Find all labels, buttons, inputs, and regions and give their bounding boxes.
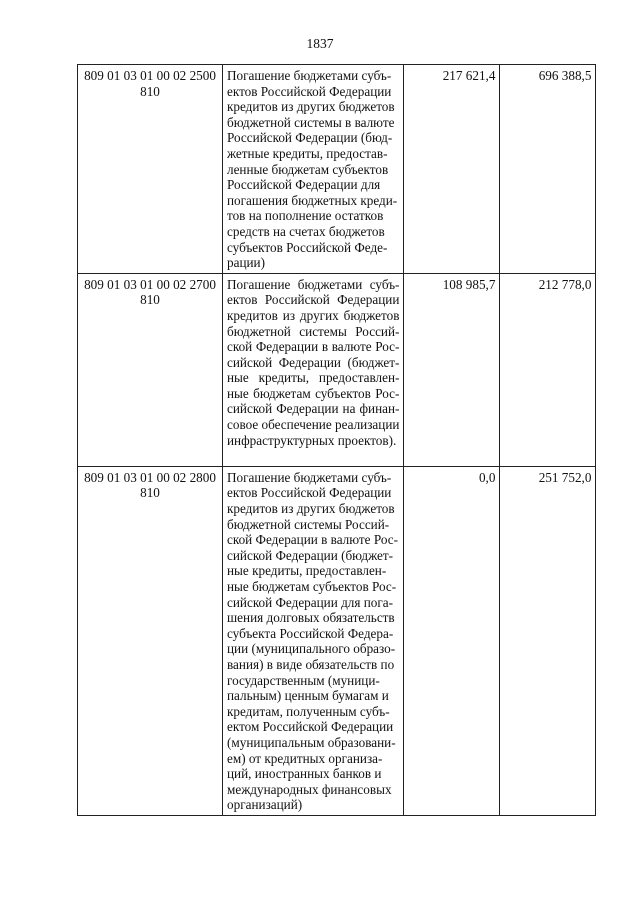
description-line: международных финансовых [227,781,392,797]
row-description [223,466,404,815]
budget-classification-code [78,65,223,274]
description-line: тов на пополнение остатков [227,208,384,224]
description-line: ции (муниципального образо- [227,641,396,657]
description-line: сийской Федерации для пога- [227,594,394,610]
description-line: ектом Российской Федерации [227,719,394,735]
row-description [223,273,404,466]
description-line: сийской Федерации (бюджет- [227,547,394,563]
description-line: пальным) ценным бумагам и [227,688,389,704]
row-description [223,65,404,274]
description-line: жетные кредиты, предостав- [227,145,388,161]
description-line: ные кредиты, предоставлен- [227,370,400,386]
description-line: совое обеспечение реализации [227,417,400,433]
value-column-2: 696 388,5 [500,65,596,274]
description-line: Российской Федерации (бюд- [227,130,393,146]
description-line: ций, иностранных банков и [227,766,382,782]
description-line: Погашение бюджетами субъ- [227,469,392,485]
value-column-1: 108 985,7 [404,273,500,466]
table-row [78,65,596,274]
description-line: (муниципальным образовани- [227,734,396,750]
description-line: ные бюджетам субъектов Рос- [227,385,400,401]
value-column-1: 0,0 [404,466,500,815]
description-line: ные бюджетам субъектов Рос- [227,579,397,594]
description-line: ектов Российской Федерации [227,292,400,308]
description-line: погашения бюджетных креди- [227,192,398,208]
description-line: кредитов из других бюджетов [227,501,395,517]
description-line: бюджетной системы Россий- [227,323,400,339]
description-line: кредитов из других бюджетов [227,99,395,115]
budget-sources-table [77,64,596,816]
description-line: средств на счетах бюджетов [227,223,385,239]
budget-classification-code [78,466,223,815]
value-column-2: 212 778,0 [500,273,596,466]
description-line: субъектов Российской Феде- [227,239,388,255]
description-line: государственным (муници- [227,672,380,688]
description-line: шения долговых обязательств [227,610,395,626]
description-line: ской Федерации в валюте Рос- [227,532,399,548]
description-line: сийской Федерации на финан- [227,401,400,417]
budget-classification-code [78,273,223,466]
description-line: ектов Российской Федерации [227,83,392,99]
description-line: кредитам, полученным субъ- [227,703,390,719]
description-line: сийской Федерации (бюджет- [227,354,400,370]
code-line: 810 [140,292,160,308]
description-line: субъекта Российской Федера- [227,625,394,641]
description-line: Российской Федерации для [227,177,381,193]
description-line: организаций) [227,797,303,813]
code-line: 809 01 03 01 00 02 2500 [84,68,216,83]
description-line: бюджетной системы Россий- [227,516,390,532]
description-line: ем) от кредитных организа- [227,750,383,766]
table-row [78,466,596,815]
description-line: ектов Российской Федерации [227,485,392,501]
description-spacer [227,448,399,464]
table-row [78,273,596,466]
description-line: бюджетной системы в валюте [227,114,395,130]
description-line: ленные бюджетам субъектов [227,161,389,177]
description-line: кредитов из других бюджетов [227,307,400,323]
code-line: 810 [140,83,160,99]
page-number: 1837 [306,36,334,51]
value-column-2: 251 752,0 [500,466,596,815]
code-line: 809 01 03 01 00 02 2700 [84,276,216,292]
description-line: ные кредиты, предоставлен- [227,563,387,579]
description-line: вания) в виде обязательств по [227,656,395,672]
description-line: Погашение бюджетами субъ- [227,68,392,83]
description-line: инфраструктурных проектов). [227,432,397,448]
code-line: 809 01 03 01 00 02 2800 [84,469,216,485]
description-line: рации) [227,255,266,271]
description-line: ской Федерации в валюте Рос- [227,339,400,355]
description-line: Погашение бюджетами субъ- [227,276,400,292]
code-line: 810 [140,485,160,501]
value-column-1: 217 621,4 [404,65,500,274]
